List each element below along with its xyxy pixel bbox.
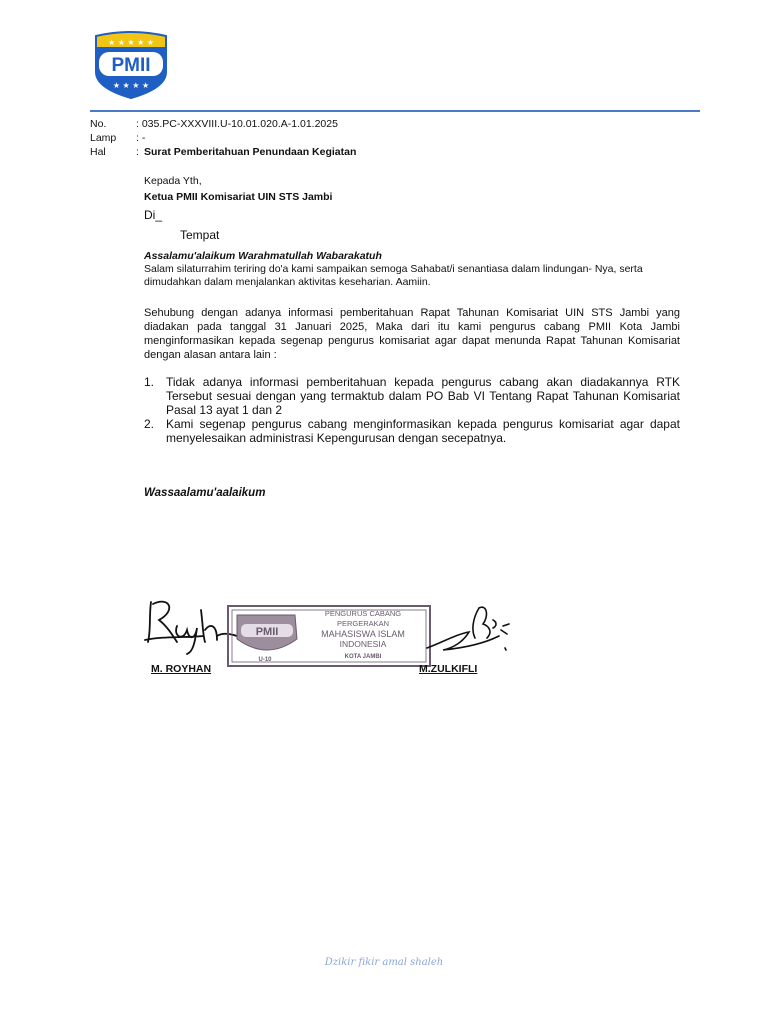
- opening-text: Salam silaturrahim teriring do'a kami sampaikan semoga Sahabat/i senantiasa dalam lindungan- Nya, serta dimudahkan dalam menjalankan aktivitas keseharian. Aamiin.: [144, 263, 643, 288]
- closing-salam: Wassaalamu'aalaikum: [144, 487, 266, 499]
- pmii-logo: [90, 28, 172, 100]
- logo-text: PMII: [111, 55, 151, 76]
- subject-value: Surat Pemberitahuan Penundaan Kegiatan: [144, 146, 357, 158]
- official-stamp: [227, 605, 431, 667]
- left-signatory-name: M. ROYHAN: [151, 663, 212, 675]
- recipient-address: [144, 173, 332, 243]
- number-value: : 035.PC-XXXVIII.U-10.01.020.A-1.01.2025: [136, 118, 338, 130]
- right-signature: [423, 604, 513, 656]
- footer-motto: Dzikir fikir amal shaleh: [324, 957, 444, 968]
- letter-meta: [90, 117, 356, 159]
- list-item-number: 1.: [144, 375, 155, 389]
- opening-salam: Assalamu'alaikum Warahmatullah Wabarakatuh: [144, 250, 382, 262]
- stamp-line-5: KOTA JAMBI: [344, 654, 382, 660]
- right-signatory-name: M.ZULKIFLI: [419, 663, 478, 675]
- list-item: [144, 375, 680, 417]
- meta-attachment-row: [90, 131, 356, 145]
- subject-label: Hal: [90, 146, 106, 158]
- attachment-label: Lamp: [90, 132, 117, 144]
- attachment-value: : -: [136, 132, 146, 144]
- number-label: No.: [90, 118, 107, 130]
- stamp-line-3: MAHASISWA ISLAM: [321, 629, 405, 639]
- meta-number-row: [90, 117, 356, 131]
- stamp-code: U-10: [258, 657, 272, 663]
- meta-subject-row: [90, 145, 356, 159]
- address-place: Tempat: [180, 228, 220, 242]
- opening-section: [144, 250, 676, 289]
- list-item: [144, 417, 680, 445]
- address-greeting: Kepada Yth,: [144, 175, 202, 187]
- body-paragraph: Sehubung dengan adanya informasi pemberitahuan Rapat Tahunan Komisariat UIN STS Jambi yang diadakan pada tanggal 31 Januari 2025, Maka dari itu kami pengurus cabang PMII Kota Jambi menginformasikan kepada segenap pengurus komisariat agar dapat menunda Rapat Tahunan Komisariat dengan alasan antara lain :: [144, 307, 680, 361]
- svg-text:★ ★ ★ ★ ★: ★ ★ ★ ★ ★: [107, 38, 155, 47]
- address-recipient: Ketua PMII Komisariat UIN STS Jambi: [144, 191, 333, 203]
- stamp-line-1: PENGURUS CABANG: [324, 609, 402, 618]
- stamp-line-2: PERGERAKAN: [336, 619, 390, 628]
- list-item-text: Kami segenap pengurus cabang menginformasikan kepada pengurus komisariat agar dapat menyelesaikan administrasi Kepengurusan dengan secepatnya.: [166, 417, 680, 445]
- subject-separator: :: [136, 146, 139, 158]
- header-divider: [90, 110, 700, 112]
- stamp-logo-text: PMII: [255, 626, 279, 638]
- address-di: Di_: [144, 208, 163, 222]
- stamp-line-4: INDONESIA: [339, 639, 387, 649]
- reasons-list: [144, 375, 680, 445]
- svg-text:★ ★ ★ ★: ★ ★ ★ ★: [112, 81, 150, 90]
- list-item-text: Tidak adanya informasi pemberitahuan kepada pengurus cabang akan diadakannya RTK Tersebut sesuai dengan yang termaktub dalam PO Bab VI Tentang Rapat Tahunan Komisariat Pasal 13 ayat 1 dan 2: [166, 375, 680, 417]
- list-item-number: 2.: [144, 417, 155, 431]
- left-signature: [143, 596, 239, 656]
